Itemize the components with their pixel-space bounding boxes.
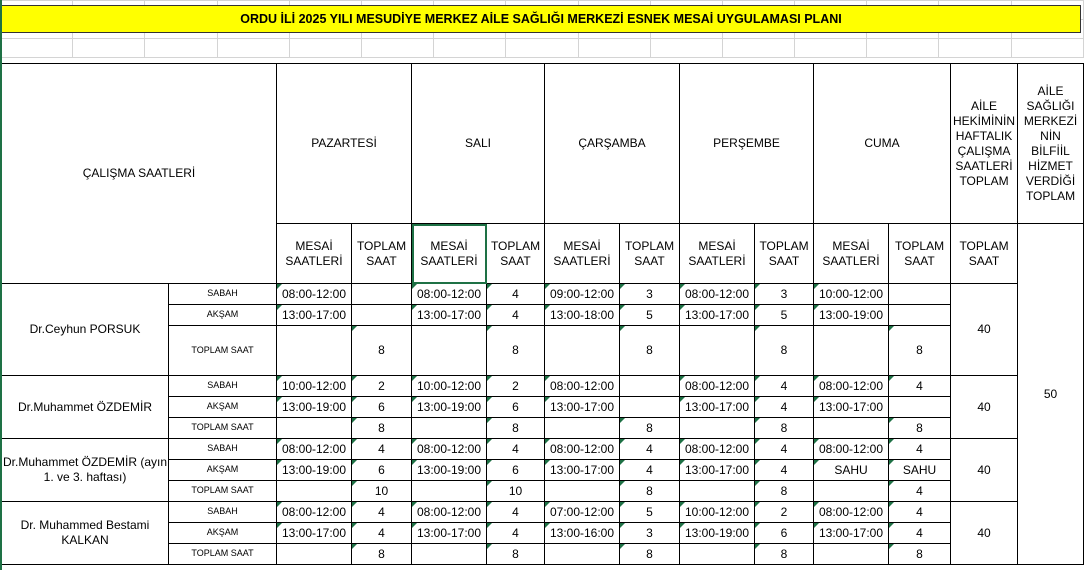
weekly-total-cell[interactable]: 40	[951, 376, 1018, 439]
mesai-cell[interactable]	[412, 326, 487, 376]
mesai-cell[interactable]: 13:00-17:00	[412, 305, 487, 326]
toplam-cell[interactable]: 4	[487, 284, 545, 305]
asm-toplam-header[interactable]: AİLE SAĞLIĞI MERKEZİ NİN BİLFİİL HİZMET VERDİĞİ TOPLAM	[1018, 64, 1084, 224]
toplam-cell[interactable]: 8	[755, 418, 814, 439]
selection-edge	[0, 0, 2, 570]
row-label-sabah[interactable]: SABAH	[169, 502, 277, 523]
toplam-cell[interactable]: 8	[889, 418, 951, 439]
row-label-toplam[interactable]: TOPLAM SAAT	[169, 418, 277, 439]
mesai-cell[interactable]: 08:00-12:00	[412, 284, 487, 305]
mesai-cell[interactable]: 08:00-12:00	[412, 439, 487, 460]
mesai-cell[interactable]: 08:00-12:00	[277, 502, 352, 523]
row-label-sabah[interactable]: SABAH	[169, 376, 277, 397]
mesai-cell[interactable]: 13:00-19:00	[277, 460, 352, 481]
mesai-cell[interactable]: 08:00-12:00	[680, 439, 755, 460]
mesai-cell[interactable]: 13:00-17:00	[545, 397, 620, 418]
toplam-saat-header[interactable]: TOPLAM SAAT	[755, 224, 814, 284]
toplam-cell[interactable]: 6	[755, 523, 814, 544]
toplam-saat-header[interactable]: TOPLAM SAAT	[951, 224, 1018, 284]
mesai-cell[interactable]: 10:00-12:00	[412, 376, 487, 397]
mesai-saatleri-header[interactable]: MESAİ SAATLERİ	[277, 224, 352, 284]
toplam-cell[interactable]: 8	[487, 326, 545, 376]
mesai-cell[interactable]: 13:00-17:00	[680, 305, 755, 326]
mesai-cell[interactable]	[814, 418, 889, 439]
toplam-cell[interactable]: 8	[889, 326, 951, 376]
toplam-cell[interactable]	[352, 284, 412, 305]
mesai-cell[interactable]	[680, 481, 755, 502]
row-label-toplam[interactable]: TOPLAM SAAT	[169, 481, 277, 502]
toplam-cell[interactable]: 4	[487, 439, 545, 460]
schedule-table	[1, 63, 1084, 565]
mesai-cell[interactable]: 10:00-12:00	[277, 376, 352, 397]
toplam-cell[interactable]: 3	[755, 284, 814, 305]
toplam-cell[interactable]: 8	[755, 326, 814, 376]
table-row	[2, 376, 1084, 397]
toplam-cell[interactable]: 8	[620, 481, 680, 502]
toplam-saat-header[interactable]: TOPLAM SAAT	[620, 224, 680, 284]
doctor-name[interactable]: Dr.Ceyhun PORSUK	[2, 284, 169, 376]
mesai-cell[interactable]: 08:00-12:00	[814, 439, 889, 460]
weekly-total-cell[interactable]: 40	[951, 502, 1018, 565]
toplam-cell[interactable]: 8	[487, 544, 545, 565]
plan-title[interactable]: ORDU İLİ 2025 YILI MESUDİYE MERKEZ AİLE SAĞLIĞI MERKEZİ ESNEK MESAİ UYGULAMASI PLANI	[1, 5, 1081, 33]
toplam-cell[interactable]: 4	[352, 502, 412, 523]
toplam-cell[interactable]: 10	[352, 481, 412, 502]
mesai-saatleri-header[interactable]: MESAİ SAATLERİ	[680, 224, 755, 284]
row-label-toplam[interactable]: TOPLAM SAAT	[169, 544, 277, 565]
toplam-cell[interactable]	[620, 397, 680, 418]
mesai-cell[interactable]	[412, 418, 487, 439]
mesai-cell[interactable]	[814, 481, 889, 502]
mesai-cell[interactable]: 08:00-12:00	[680, 284, 755, 305]
toplam-cell[interactable]: 4	[889, 502, 951, 523]
mesai-cell[interactable]	[545, 481, 620, 502]
weekly-total-cell[interactable]: 40	[951, 439, 1018, 502]
toplam-cell[interactable]: 6	[487, 397, 545, 418]
asm-total-cell[interactable]: 50	[1018, 224, 1084, 565]
row-label-sabah[interactable]: SABAH	[169, 284, 277, 305]
mesai-cell[interactable]: 13:00-19:00	[412, 397, 487, 418]
mesai-cell[interactable]	[680, 326, 755, 376]
toplam-saat-header[interactable]: TOPLAM SAAT	[487, 224, 545, 284]
toplam-cell[interactable]: 8	[620, 326, 680, 376]
mesai-cell[interactable]: 08:00-12:00	[277, 439, 352, 460]
toplam-cell[interactable]: 5	[620, 305, 680, 326]
doctor-name[interactable]: Dr.Muhammet ÖZDEMİR	[2, 376, 169, 439]
table-row	[2, 439, 1084, 460]
mesai-cell[interactable]: 13:00-19:00	[680, 523, 755, 544]
table-row	[2, 284, 1084, 305]
mesai-cell[interactable]: 08:00-12:00	[814, 502, 889, 523]
day-header-persembe[interactable]: PERŞEMBE	[680, 64, 814, 224]
mesai-cell[interactable]	[545, 418, 620, 439]
toplam-cell[interactable]: SAHU	[889, 460, 951, 481]
day-header-cuma[interactable]: CUMA	[814, 64, 951, 224]
toplam-cell[interactable]: 4	[620, 439, 680, 460]
toplam-cell[interactable]: 6	[487, 460, 545, 481]
toplam-cell[interactable]: 4	[487, 523, 545, 544]
day-header-carsamba[interactable]: ÇARŞAMBA	[545, 64, 680, 224]
toplam-cell[interactable]: 8	[352, 544, 412, 565]
mesai-cell[interactable]: 08:00-12:00	[412, 502, 487, 523]
toplam-cell[interactable]: 4	[487, 502, 545, 523]
doctor-name[interactable]: Dr.Muhammet ÖZDEMİR (ayın 1. ve 3. haftası)	[2, 439, 169, 502]
mesai-cell[interactable]: SAHU	[814, 460, 889, 481]
toplam-cell[interactable]: 8	[352, 326, 412, 376]
toplam-cell[interactable]: 4	[755, 376, 814, 397]
mesai-cell[interactable]: 13:00-19:00	[814, 305, 889, 326]
row-label-aksam[interactable]: AKŞAM	[169, 305, 277, 326]
row-label-aksam[interactable]: AKŞAM	[169, 523, 277, 544]
mesai-cell[interactable]: 09:00-12:00	[545, 284, 620, 305]
mesai-saatleri-header[interactable]: MESAİ SAATLERİ	[545, 224, 620, 284]
mesai-cell[interactable]: 13:00-19:00	[412, 460, 487, 481]
mesai-cell[interactable]	[680, 418, 755, 439]
mesai-cell[interactable]: 13:00-19:00	[277, 397, 352, 418]
mesai-cell[interactable]	[412, 481, 487, 502]
mesai-cell[interactable]: 08:00-12:00	[814, 376, 889, 397]
mesai-cell[interactable]: 13:00-17:00	[277, 523, 352, 544]
mesai-cell[interactable]: 13:00-18:00	[545, 305, 620, 326]
toplam-cell[interactable]	[889, 284, 951, 305]
mesai-cell[interactable]: 08:00-12:00	[680, 376, 755, 397]
mesai-cell[interactable]: 13:00-17:00	[680, 460, 755, 481]
toplam-cell[interactable]: 8	[352, 418, 412, 439]
calisma-saatleri-header[interactable]: ÇALIŞMA SAATLERİ	[2, 64, 277, 284]
toplam-cell[interactable]: 2	[487, 376, 545, 397]
mesai-cell[interactable]: 13:00-17:00	[814, 397, 889, 418]
mesai-cell[interactable]: 08:00-12:00	[277, 284, 352, 305]
mesai-saatleri-header[interactable]: MESAİ SAATLERİ	[814, 224, 889, 284]
toplam-cell[interactable]	[889, 305, 951, 326]
toplam-cell[interactable]: 2	[755, 502, 814, 523]
mesai-cell[interactable]	[814, 326, 889, 376]
mesai-cell[interactable]	[545, 544, 620, 565]
toplam-cell[interactable]: 6	[352, 460, 412, 481]
doctor-name[interactable]: Dr. Muhammed Bestami KALKAN	[2, 502, 169, 565]
mesai-cell[interactable]: 13:00-17:00	[814, 523, 889, 544]
toplam-cell[interactable]: 5	[620, 502, 680, 523]
toplam-cell[interactable]: 4	[889, 481, 951, 502]
mesai-cell[interactable]: 13:00-17:00	[545, 460, 620, 481]
toplam-cell[interactable]: 4	[620, 460, 680, 481]
toplam-cell[interactable]: 4	[352, 439, 412, 460]
mesai-cell[interactable]: 08:00-12:00	[545, 439, 620, 460]
mesai-cell[interactable]	[277, 544, 352, 565]
row-label-aksam[interactable]: AKŞAM	[169, 460, 277, 481]
mesai-saatleri-header[interactable]: MESAİ SAATLERİ	[412, 224, 487, 284]
toplam-cell[interactable]: 3	[620, 284, 680, 305]
toplam-saat-header[interactable]: TOPLAM SAAT	[889, 224, 951, 284]
weekly-total-cell[interactable]: 40	[951, 284, 1018, 376]
toplam-cell[interactable]: 8	[620, 418, 680, 439]
mesai-cell[interactable]	[814, 544, 889, 565]
row-label-toplam[interactable]: TOPLAM SAAT	[169, 326, 277, 376]
toplam-saat-header[interactable]: TOPLAM SAAT	[352, 224, 412, 284]
toplam-cell[interactable]: 4	[889, 376, 951, 397]
toplam-cell[interactable]: 6	[352, 397, 412, 418]
toplam-cell[interactable]: 2	[352, 376, 412, 397]
mesai-cell[interactable]	[545, 326, 620, 376]
toplam-cell[interactable]: 8	[620, 544, 680, 565]
mesai-cell[interactable]: 13:00-17:00	[277, 305, 352, 326]
mesai-cell[interactable]: 07:00-12:00	[545, 502, 620, 523]
mesai-cell[interactable]	[680, 544, 755, 565]
mesai-cell[interactable]	[277, 326, 352, 376]
toplam-cell[interactable]	[620, 376, 680, 397]
toplam-cell[interactable]: 4	[352, 523, 412, 544]
toplam-cell[interactable]: 8	[889, 544, 951, 565]
mesai-cell[interactable]	[277, 481, 352, 502]
row-label-sabah[interactable]: SABAH	[169, 439, 277, 460]
toplam-cell[interactable]	[352, 305, 412, 326]
table-row	[2, 502, 1084, 523]
mesai-cell[interactable]	[412, 544, 487, 565]
toplam-cell[interactable]: 4	[889, 523, 951, 544]
toplam-cell[interactable]: 4	[755, 439, 814, 460]
mesai-cell[interactable]: 13:00-17:00	[412, 523, 487, 544]
mesai-cell[interactable]: 08:00-12:00	[545, 376, 620, 397]
row-label-aksam[interactable]: AKŞAM	[169, 397, 277, 418]
mesai-cell[interactable]: 13:00-16:00	[545, 523, 620, 544]
day-header-sali[interactable]: SALI	[412, 64, 545, 224]
mesai-cell[interactable]	[277, 418, 352, 439]
toplam-cell[interactable]: 4	[487, 305, 545, 326]
toplam-cell[interactable]: 8	[755, 544, 814, 565]
toplam-cell[interactable]: 8	[755, 481, 814, 502]
toplam-cell[interactable]: 4	[889, 439, 951, 460]
toplam-cell[interactable]: 8	[487, 418, 545, 439]
toplam-cell[interactable]	[889, 397, 951, 418]
toplam-cell[interactable]: 5	[755, 305, 814, 326]
toplam-cell[interactable]: 10	[487, 481, 545, 502]
toplam-cell[interactable]: 3	[620, 523, 680, 544]
mesai-cell[interactable]: 13:00-17:00	[680, 397, 755, 418]
toplam-cell[interactable]: 4	[755, 460, 814, 481]
mesai-cell[interactable]: 10:00-12:00	[814, 284, 889, 305]
day-header-pazartesi[interactable]: PAZARTESİ	[277, 64, 412, 224]
mesai-cell[interactable]: 10:00-12:00	[680, 502, 755, 523]
toplam-cell[interactable]: 4	[755, 397, 814, 418]
haftalik-toplam-header[interactable]: AİLE HEKİMİNİN HAFTALIK ÇALIŞMA SAATLERİ TOPLAM	[951, 64, 1018, 224]
